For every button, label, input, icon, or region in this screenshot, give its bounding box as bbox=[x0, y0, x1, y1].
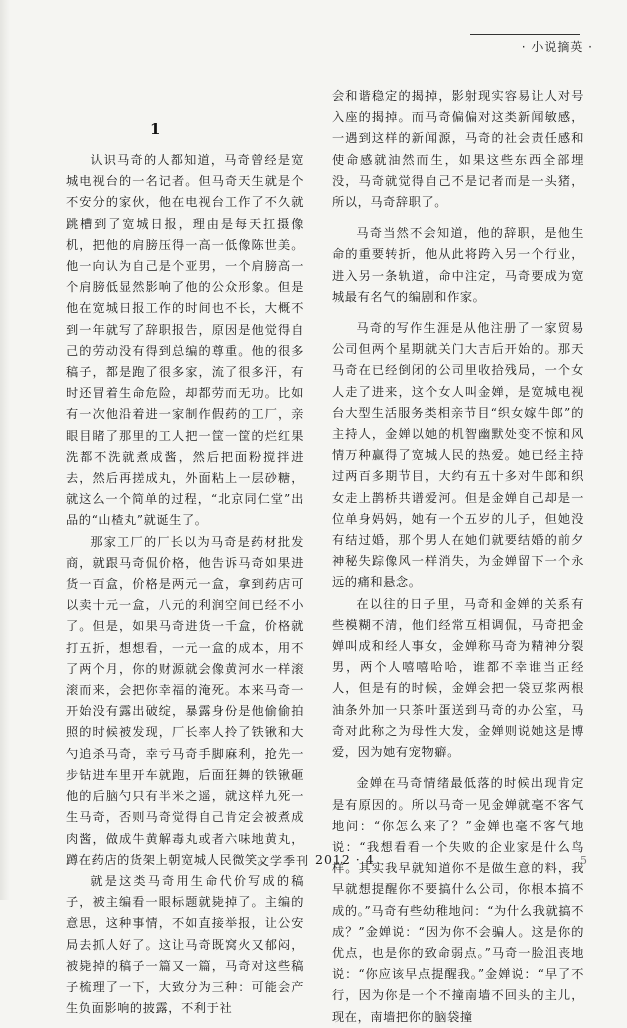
journal-name: 文学季刊 bbox=[257, 854, 310, 868]
scan-edge-shadow bbox=[0, 0, 10, 900]
section-label: · 小说摘英 · bbox=[521, 40, 593, 54]
paragraph: 认识马奇的人都知道，马奇曾经是宽城电视台的一名记者。但马奇天生就是个不安分的家伙，他在电视台工作了不久就跳槽到了宽城日报，理由是每天扛摄像机，把他的肩膀压得一高一低像陈世美。他一向认为自己是个亚男，一个肩膀高一个肩膀低显然影响了他的公众形象。但是他在宽城日报工作的时间也不长，大概不到一年就写了辞职报告，原因是他觉得自己的劳动没有得到总编的尊重。他的很多稿子，都是跑了很多家，流了很多汗，有时还冒着生命危险，却都劳而无功。比如有一次他沿着进一家制作假药的工厂，亲眼目睹了那里的工人把一筐一筐的烂红果洗都不洗就煮成酱，然后把面粉搅拌进去，然后再搓成丸，外面粘上一层砂糖，就这么一个简单的过程，“北京同仁堂”出品的“山楂丸”就诞生了。 bbox=[66, 153, 304, 528]
paragraph: 在以往的日子里，马奇和金婵的关系有些模糊不清，他们经常互相调侃，马奇把金婵叫成和经人事女，金婵称马奇为精神分裂男，两个人嘻嘻哈哈，谁都不幸谁当正经人，但是有的时候，金婵会把一袋豆浆两根油条外加一只茶叶蛋送到马奇的办公室，马奇对此称之为母性大发，金婵则说她这是博爱，因为她有宠物癖。 bbox=[332, 596, 584, 760]
page-number: 5 bbox=[580, 854, 587, 867]
issue-number: 2012 · 4 bbox=[315, 852, 375, 867]
left-column bbox=[66, 150, 304, 1019]
paragraph: 那家工厂的厂长以为马奇是药材批发商，就跟马奇侃价格，他告诉马奇如果进货一百盒，价格是两元一盒，拿到药店可以卖十元一盒，八元的利润空间已经不小了。但是，如果马奇进货一千盒，价格就打五折，想想看，一元一盒的成本，用不了两个月，你的财源就会像黄河水一样滚滚而来，会把你幸福的淹死。本来马奇一开始没有露出破绽，暴露身份是他偷偷拍照的时候被发现，厂长率人拎了铁锹和大勺追杀马奇，幸亏马奇手脚麻利，抢先一步钻进车里开车就跑，后面狂舞的铁锹砸他的后脑勺只有半米之遥，就这样九死一生马奇，否则马奇觉得自己肯定会被煮成肉酱，做成牛黄解毒丸或者六味地黄丸，蹲在药店的货架上朝宽城人民微笑。 bbox=[66, 534, 304, 867]
paragraph-continued: 会和谐稳定的揭掉，影射现实容易让人对号入座的揭掉。而马奇偏偏对这类新闻敏感，一遇到这样的新闻源，马奇的社会责任感和使命感就油然而生，如果这些东西全部埋没，马奇就觉得自己不是记者而是一头猪，所以，马奇辞职了。 bbox=[332, 89, 584, 210]
chapter-number: 1 bbox=[150, 120, 161, 138]
page-footer bbox=[0, 852, 627, 872]
paragraph: 就是这类马奇用生命代价写成的稿子，被主编看一眼标题就毙掉了。主编的意思，这种事情，不如直接举报，让公安局去抓人好了。这让马奇既窝火又郁闷，被毙掉的稿子一篇又一篇，马奇对这些稿子梳理了一下，大致分为三种：可能会产生负面影响的披露，不利于社 bbox=[66, 873, 304, 1016]
paragraph: 马奇的写作生涯是从他注册了一家贸易公司但两个星期就关门大吉后开始的。那天马奇在已经倒闭的公司里收拾残局，一个女人走了进来，这个女人叫金婵，是宽城电视台大型生活服务类相亲节目“织女嫁牛郎”的主持人，金婵以她的机智幽默处变不惊和风情万种赢得了宽城人民的热爱。她已经主持过两百多期节目，大约有五十多对牛郎和织女走上鹊桥共谱爱河。但是金婵自己却是一位单身妈妈，她有一个五岁的儿子，但她没有结过婚，那个男人在她们就要结婚的前夕神秘失踪像风一样消失，为金婵留下一个永远的痛和悬念。 bbox=[332, 321, 584, 590]
header-rule bbox=[470, 34, 580, 35]
paragraph: 马奇当然不会知道，他的辞职，是他生命的重要转折，他从此将跨入另一个行业，进入另一条轨道，命中注定，马奇要成为宽城最有名气的编剧和作家。 bbox=[332, 226, 584, 304]
paragraph: 金婵在马奇情绪最低落的时候出现肯定是有原因的。所以马奇一见金婵就毫不客气地问：“你怎么来了？”金婵也毫不客气地说：“我想看看一个失败的企业家是什么鸟样。其实我早就知道你不是做生意的料，我早就想提醒你不要搞什么公司，你根本搞不成的。”马奇有些幼稚地问：“为什么我就搞不成？”金婵说：“因为你不会骗人。这是你的优点，也是你的致命弱点。”马奇一脸沮丧地说：“你应该早点提醒我。”金婵说：“早了不行，因为你是一个不撞南墙不回头的主儿，现在，南墙把你的脑袋撞 bbox=[332, 776, 584, 1024]
right-column bbox=[332, 86, 584, 1028]
